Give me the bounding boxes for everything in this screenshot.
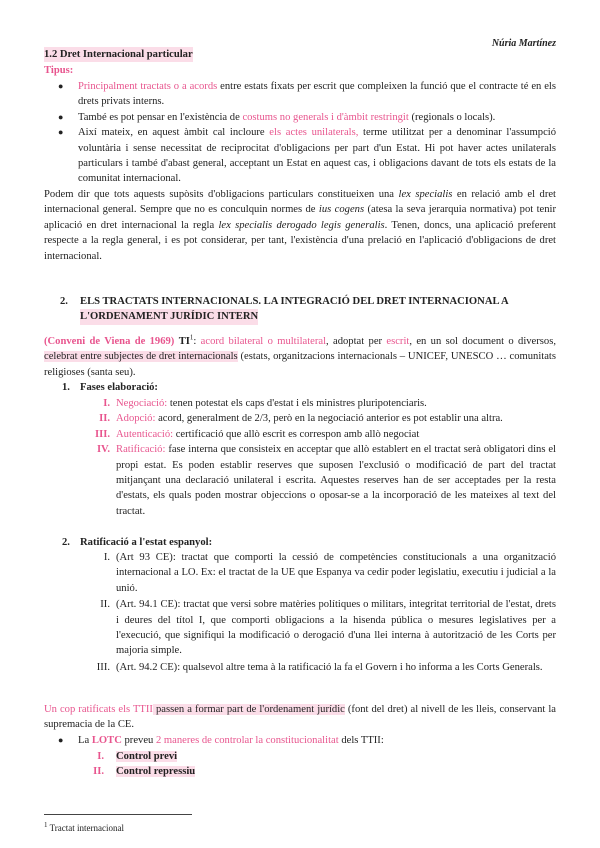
- control-label: Control repressiu: [116, 766, 196, 778]
- ratificacio-heading: [62, 535, 212, 550]
- highlighted-term: 2 maneres de controlar la constitucionalitat: [155, 735, 339, 746]
- phase-label: Autenticació:: [116, 428, 174, 440]
- section-title-line1: ELS TRACTATS INTERNACIONALS. LA INTEGRACIÓ DEL DRET INTERNACIONAL A: [80, 296, 509, 307]
- integration-paragraph: [44, 702, 556, 733]
- list-item: [44, 125, 556, 187]
- phase-text: acord, generalment de 2/3, però en la negociació anterior es pot establir una altra.: [155, 413, 503, 425]
- fases-title: Fases elaboració:: [80, 382, 158, 393]
- highlighted-term: celebrat entre subjectes de dret internacionals: [44, 351, 238, 363]
- control-label: Control previ: [116, 751, 178, 762]
- section-title-line2: L'ORDENAMENT JURÍDIC INTERN: [80, 309, 258, 324]
- author-name: Núria Martínez: [491, 38, 556, 49]
- list-item: [64, 764, 540, 779]
- footnote-ref: 1: [189, 333, 194, 342]
- list-item: [80, 411, 556, 426]
- roman-numeral: IV.: [96, 444, 110, 456]
- list-item: [80, 550, 556, 596]
- bullet-text: La: [78, 735, 92, 746]
- roman-numeral: II.: [99, 413, 110, 425]
- ratification-text: (Art. 94.1 CE): tractat que versi sobre matèries polítiques o militars, integritat territorial de l'estat, drets i deures del títol I, que comporti obligacions a la hisenda pública o mesures legislatives per a l'execució, que signifiqui la modificació o derogació d'una llei interna à autorització de les Corts per majoria simple.: [116, 599, 556, 657]
- footnote-divider: [44, 814, 192, 815]
- list-item: [44, 110, 556, 125]
- fases-heading: [62, 380, 158, 395]
- phase-text: certificació que allò escrit es correspon amb allò negociat: [173, 428, 420, 440]
- phase-label: Negociació:: [116, 398, 168, 409]
- bullet-icon: ●: [58, 735, 64, 745]
- italic-term: lex specialis: [398, 189, 453, 200]
- list-number: 2.: [62, 537, 70, 548]
- paragraph-text: (font del dret) al nivell de les lleis, conservant la supremacia de la CE.: [44, 704, 557, 731]
- paragraph-text: . Tenen, doncs, una aplicació preferent respecte a la regla general, i es pot considerar, per tant, l'existència d'una prelació en l'aplicació d'obligacions de dret internacional.: [44, 219, 556, 262]
- highlighted-term: escrit: [386, 336, 410, 347]
- bullet-text: preveu: [121, 735, 156, 746]
- section-2-heading: [44, 294, 556, 325]
- footnote-text: Tractat internacional: [47, 823, 124, 833]
- phase-label: Ratificació:: [116, 444, 166, 456]
- paragraph-text: , en un sol document o diversos,: [409, 336, 556, 347]
- footnote-number: 1: [44, 821, 48, 829]
- bullet-text: Així mateix, en aquest àmbit cal incloure: [78, 127, 270, 139]
- paragraph-text: (atesa la seva jerarquia normativa) pot tenir aplicació en dret internacional la regla: [44, 204, 556, 231]
- highlighted-term: passen a formar part de l'ordenament jurídic: [152, 704, 345, 715]
- list-item: [80, 442, 556, 519]
- ratificacio-list: [80, 550, 556, 675]
- section-number: 2.: [60, 296, 68, 307]
- bullet-text: entre estats fixats per escrit que compleixen la funció que el contracte té en els drets privats interns.: [78, 81, 556, 108]
- lotc-term: LOTC: [91, 735, 122, 746]
- highlighted-term: Un cop ratificats els TTII: [44, 704, 153, 715]
- list-item: [80, 427, 556, 442]
- roman-numeral: I.: [97, 751, 104, 762]
- bullet-text: També es pot pensar en l'existència de: [78, 111, 243, 123]
- highlighted-term: Principalment tractats o a acords: [78, 81, 218, 92]
- section-1-2-title: 1.2 Dret Internacional particular: [44, 47, 193, 62]
- roman-numeral: III.: [94, 428, 110, 440]
- bullet-icon: ●: [58, 111, 64, 122]
- roman-numeral: II.: [100, 599, 110, 611]
- list-item: [80, 597, 556, 659]
- highlighted-term: costums no generals i d'àmbit restringit: [242, 111, 409, 123]
- roman-numeral: II.: [93, 766, 104, 778]
- lex-specialis-paragraph: [44, 187, 556, 264]
- paragraph-text: (estats, organitzacions internacionals – UNICEF, UNESCO … comunitats religioses (santa seu).: [44, 351, 557, 378]
- ratification-text: (Art. 94.2 CE): qualsevol altre tema à la ratificació la fa el Govern i ho informa a les Corts Generals.: [116, 661, 543, 673]
- ratification-text: (Art 93 CE): tractat que comporti la cessió de competències constitucionals a una organització internacional a LO. Ex: el tractat de la UE que Espanya va cedir poder legislatiu, executiu i judicial a la unió.: [116, 552, 556, 594]
- highlighted-term: els actes unilaterals,: [269, 127, 359, 139]
- paragraph-text: , adoptat per: [326, 336, 387, 347]
- control-list: [64, 749, 540, 780]
- list-number: 1.: [62, 382, 70, 393]
- lotc-bullet-list: [44, 733, 556, 748]
- paragraph-text: :: [193, 336, 201, 347]
- fases-list: [80, 396, 556, 519]
- list-item: [80, 396, 556, 411]
- bullet-text: terme utilitzat per a denominar l'assumpció voluntària i sense necessitat de reciprocitat d'obligacions per part d'un Estat. Hi pot haver actes unilaterals particulars i també d'abast general, acceptant un Estat en aquest cas, i obligacions davant de tots els estats de la comunitat internacional.: [78, 127, 557, 185]
- roman-numeral: III.: [96, 661, 110, 673]
- roman-numeral: I.: [103, 552, 110, 563]
- roman-numeral: I.: [103, 398, 110, 409]
- list-item: [80, 660, 556, 675]
- bullet-text: (regionals o locals).: [408, 111, 496, 123]
- conveni-reference: (Conveni de Viena de 1969): [44, 336, 175, 347]
- bullet-text: dels TTII:: [338, 735, 384, 746]
- phase-label: Adopció:: [116, 413, 156, 425]
- footnote: [44, 821, 124, 836]
- italic-term: ius cogens: [318, 204, 365, 216]
- ratificacio-title: Ratificació a l'estat espanyol:: [80, 537, 213, 548]
- bullet-icon: ●: [58, 127, 64, 138]
- paragraph-text: en relació amb el dret internacional general. Sempre que no es conculquin normes de: [44, 189, 556, 216]
- tipus-bullet-list: [44, 79, 556, 187]
- list-item: [44, 79, 556, 110]
- phase-text: tenen potestat els caps d'estat i els ministres pluripotenciaris.: [167, 398, 427, 409]
- tipus-label: Tipus:: [44, 65, 74, 76]
- list-item: [64, 749, 540, 764]
- highlighted-term: acord bilateral o multilateral: [200, 336, 327, 347]
- list-item: [44, 733, 556, 748]
- paragraph-text: Podem dir que tots aquests supòsits d'obligacions particulars constitueixen una: [44, 189, 399, 200]
- treaty-definition-paragraph: [44, 334, 556, 380]
- italic-term: lex specialis derogado legis generalis: [218, 219, 385, 231]
- bullet-icon: ●: [58, 81, 64, 91]
- ti-term: TI: [178, 336, 190, 347]
- phase-text: fase interna que consisteix en acceptar que allò establert en el tractat serà obligatori dins el propi estat. Es poden establir reserves que suposen l'exclusió o modificació de part del tractat mitjançant una declaració unilateral i escrita. Aquestes reserves han de ser acceptades per la resta d'estats, els quals poden mostrar objeccions o oposar-se a la incorporació de les mateixes al text del tractat.: [116, 444, 556, 517]
